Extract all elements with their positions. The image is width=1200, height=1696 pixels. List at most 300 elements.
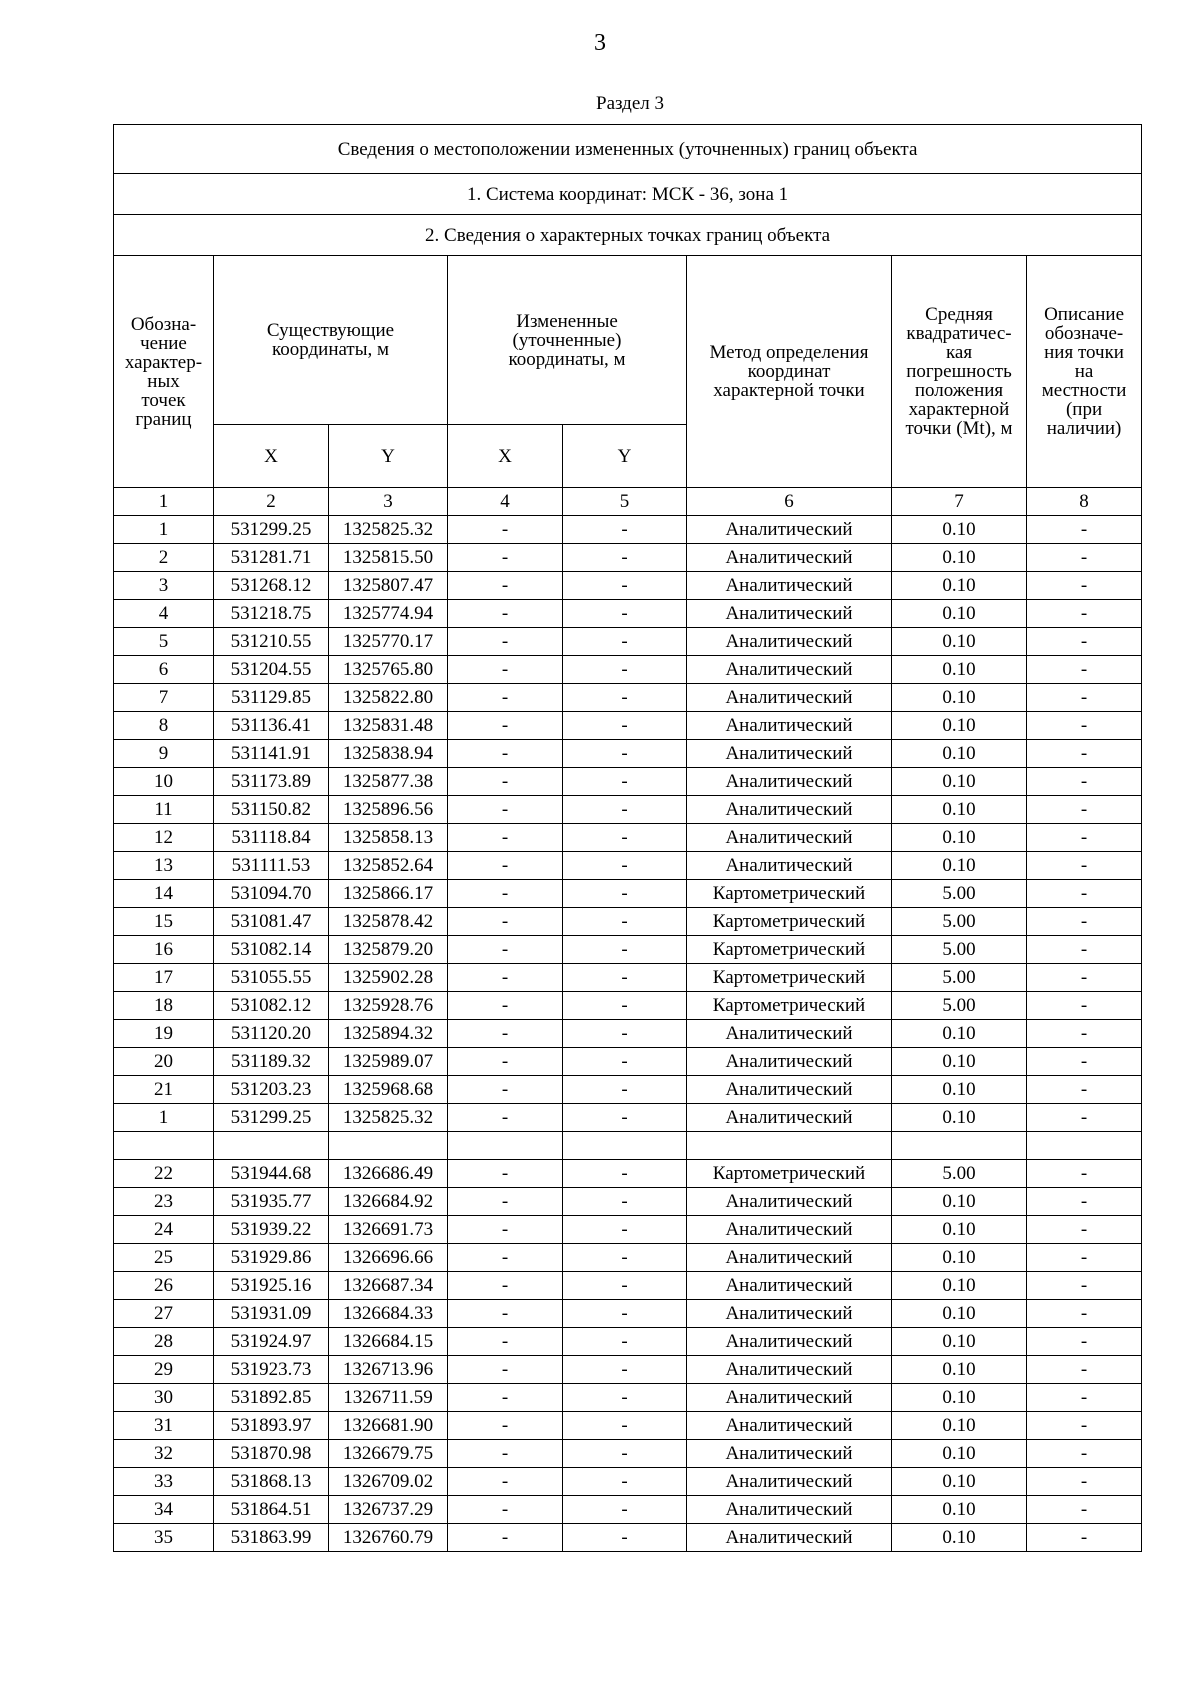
table-row <box>114 1132 1142 1160</box>
cell-changed-x: - <box>448 852 563 880</box>
cell-method: Аналитический <box>687 1496 892 1524</box>
cell-point-description: - <box>1027 824 1142 852</box>
cell-changed-y: - <box>563 1356 687 1384</box>
cell-method: Аналитический <box>687 1048 892 1076</box>
cell-changed-y: - <box>563 824 687 852</box>
cell-changed-y: - <box>563 936 687 964</box>
cell-point-description: - <box>1027 1384 1142 1412</box>
cell-changed-y: - <box>563 740 687 768</box>
cell-method: Аналитический <box>687 1468 892 1496</box>
cell-changed-x: - <box>448 1216 563 1244</box>
cell-method: Аналитический <box>687 1216 892 1244</box>
cell-mean-square-error: 0.10 <box>892 1300 1027 1328</box>
table-body <box>114 516 1142 1552</box>
cell-existing-y: 1326684.15 <box>329 1328 448 1356</box>
cell-changed-y: - <box>563 628 687 656</box>
table-row <box>114 1440 1142 1468</box>
cell-changed-x: - <box>448 1244 563 1272</box>
header-point-description: Описание обозначе- ния точки на местности (при наличии) <box>1027 256 1142 488</box>
cell-mean-square-error: 0.10 <box>892 656 1027 684</box>
cell-method: Аналитический <box>687 1188 892 1216</box>
cell-mean-square-error: 0.10 <box>892 516 1027 544</box>
cell-point-number: 20 <box>114 1048 214 1076</box>
table-row <box>114 1104 1142 1132</box>
cell-existing-y: 1326709.02 <box>329 1468 448 1496</box>
cell-changed-y: - <box>563 1048 687 1076</box>
cell-changed-y: - <box>563 544 687 572</box>
cell-existing-x: 531863.99 <box>214 1524 329 1552</box>
cell-existing-y: 1326696.66 <box>329 1244 448 1272</box>
cell-changed-x: - <box>448 1524 563 1552</box>
table-row <box>114 1244 1142 1272</box>
header-changed-coordinates: Измененные (уточненные) координаты, м <box>448 256 687 425</box>
cell-point-description: - <box>1027 1104 1142 1132</box>
table-row <box>114 1524 1142 1552</box>
cell-existing-x: 531118.84 <box>214 824 329 852</box>
cell-existing-y: 1325774.94 <box>329 600 448 628</box>
cell-method: Аналитический <box>687 628 892 656</box>
cell-point-description: - <box>1027 768 1142 796</box>
cell-method: Аналитический <box>687 824 892 852</box>
cell-changed-x <box>448 1132 563 1160</box>
table-row <box>114 908 1142 936</box>
cell-method: Аналитический <box>687 1384 892 1412</box>
table-row <box>114 544 1142 572</box>
cell-changed-y: - <box>563 1160 687 1188</box>
table-row <box>114 1076 1142 1104</box>
column-number: 2 <box>214 488 329 516</box>
cell-existing-y: 1325866.17 <box>329 880 448 908</box>
cell-point-number: 5 <box>114 628 214 656</box>
table-row <box>114 768 1142 796</box>
cell-point-number: 12 <box>114 824 214 852</box>
cell-mean-square-error: 0.10 <box>892 1188 1027 1216</box>
table-row <box>114 1356 1142 1384</box>
cell-method: Аналитический <box>687 544 892 572</box>
cell-point-description: - <box>1027 852 1142 880</box>
cell-existing-y: 1326679.75 <box>329 1440 448 1468</box>
cell-point-number: 21 <box>114 1076 214 1104</box>
cell-changed-y: - <box>563 1188 687 1216</box>
cell-changed-x: - <box>448 1328 563 1356</box>
cell-point-number: 2 <box>114 544 214 572</box>
table-row <box>114 1384 1142 1412</box>
cell-changed-x: - <box>448 768 563 796</box>
header-existing-y: Y <box>329 425 448 488</box>
cell-existing-x: 531924.97 <box>214 1328 329 1356</box>
cell-changed-x: - <box>448 1104 563 1132</box>
cell-point-number: 35 <box>114 1524 214 1552</box>
cell-changed-x: - <box>448 740 563 768</box>
cell-changed-y: - <box>563 1244 687 1272</box>
table-row <box>114 1412 1142 1440</box>
cell-changed-x: - <box>448 1384 563 1412</box>
table-row <box>114 1496 1142 1524</box>
cell-existing-y: 1325968.68 <box>329 1076 448 1104</box>
table-row <box>114 880 1142 908</box>
cell-changed-x: - <box>448 908 563 936</box>
cell-method: Аналитический <box>687 516 892 544</box>
cell-existing-y <box>329 1132 448 1160</box>
cell-point-number: 24 <box>114 1216 214 1244</box>
cell-point-number: 1 <box>114 516 214 544</box>
cell-existing-y: 1326711.59 <box>329 1384 448 1412</box>
cell-point-description: - <box>1027 992 1142 1020</box>
cell-existing-y: 1326760.79 <box>329 1524 448 1552</box>
cell-method: Аналитический <box>687 600 892 628</box>
cell-existing-y: 1325765.80 <box>329 656 448 684</box>
cell-changed-y: - <box>563 992 687 1020</box>
cell-method: Аналитический <box>687 656 892 684</box>
cell-point-description: - <box>1027 1188 1142 1216</box>
cell-point-number: 25 <box>114 1244 214 1272</box>
cell-method: Аналитический <box>687 1328 892 1356</box>
cell-changed-x: - <box>448 656 563 684</box>
cell-method: Аналитический <box>687 1356 892 1384</box>
cell-changed-y: - <box>563 1216 687 1244</box>
cell-mean-square-error: 0.10 <box>892 1384 1027 1412</box>
cell-point-description: - <box>1027 712 1142 740</box>
cell-point-number: 23 <box>114 1188 214 1216</box>
cell-existing-y: 1325896.56 <box>329 796 448 824</box>
cell-existing-y: 1325822.80 <box>329 684 448 712</box>
cell-point-number: 6 <box>114 656 214 684</box>
cell-existing-y: 1325831.48 <box>329 712 448 740</box>
cell-existing-x: 531189.32 <box>214 1048 329 1076</box>
cell-point-description: - <box>1027 600 1142 628</box>
cell-changed-y: - <box>563 768 687 796</box>
header-existing-x: X <box>214 425 329 488</box>
cell-method: Аналитический <box>687 796 892 824</box>
cell-changed-y: - <box>563 1076 687 1104</box>
cell-existing-x: 531082.14 <box>214 936 329 964</box>
table-row <box>114 656 1142 684</box>
boundary-points-table <box>113 124 1142 1552</box>
cell-changed-x: - <box>448 1356 563 1384</box>
table-row <box>114 572 1142 600</box>
cell-point-description: - <box>1027 1300 1142 1328</box>
cell-changed-y <box>563 1132 687 1160</box>
cell-changed-x: - <box>448 1188 563 1216</box>
table-row <box>114 1216 1142 1244</box>
cell-point-number: 34 <box>114 1496 214 1524</box>
cell-changed-x: - <box>448 992 563 1020</box>
cell-existing-y: 1326713.96 <box>329 1356 448 1384</box>
cell-changed-x: - <box>448 1468 563 1496</box>
cell-point-description: - <box>1027 1076 1142 1104</box>
header-changed-y: Y <box>563 425 687 488</box>
cell-existing-y: 1326686.49 <box>329 1160 448 1188</box>
cell-mean-square-error: 0.10 <box>892 544 1027 572</box>
cell-mean-square-error: 0.10 <box>892 852 1027 880</box>
cell-changed-y: - <box>563 1524 687 1552</box>
cell-mean-square-error: 0.10 <box>892 1524 1027 1552</box>
cell-changed-x: - <box>448 1412 563 1440</box>
cell-changed-x: - <box>448 880 563 908</box>
cell-existing-y: 1325877.38 <box>329 768 448 796</box>
cell-changed-y: - <box>563 712 687 740</box>
cell-mean-square-error: 0.10 <box>892 768 1027 796</box>
cell-existing-y: 1325815.50 <box>329 544 448 572</box>
cell-point-description: - <box>1027 1160 1142 1188</box>
cell-point-description: - <box>1027 1412 1142 1440</box>
cell-mean-square-error: 0.10 <box>892 1076 1027 1104</box>
cell-method: Аналитический <box>687 1020 892 1048</box>
cell-mean-square-error: 0.10 <box>892 796 1027 824</box>
cell-existing-y: 1325852.64 <box>329 852 448 880</box>
cell-point-description: - <box>1027 1216 1142 1244</box>
cell-existing-y: 1325894.32 <box>329 1020 448 1048</box>
cell-point-description: - <box>1027 796 1142 824</box>
cell-existing-y: 1325902.28 <box>329 964 448 992</box>
cell-mean-square-error: 0.10 <box>892 1440 1027 1468</box>
cell-existing-x: 531868.13 <box>214 1468 329 1496</box>
table-row <box>114 628 1142 656</box>
table-row <box>114 936 1142 964</box>
cell-existing-x: 531929.86 <box>214 1244 329 1272</box>
cell-existing-x: 531218.75 <box>214 600 329 628</box>
cell-changed-y: - <box>563 880 687 908</box>
table-row <box>114 1020 1142 1048</box>
cell-existing-x: 531864.51 <box>214 1496 329 1524</box>
header-point-designation: Обозна- чение характер- ных точек границ <box>114 256 214 488</box>
cell-point-number: 1 <box>114 1104 214 1132</box>
cell-changed-x: - <box>448 1496 563 1524</box>
cell-existing-x: 531129.85 <box>214 684 329 712</box>
cell-point-description: - <box>1027 516 1142 544</box>
cell-point-description: - <box>1027 1328 1142 1356</box>
cell-point-number: 29 <box>114 1356 214 1384</box>
cell-existing-y: 1325989.07 <box>329 1048 448 1076</box>
column-number: 7 <box>892 488 1027 516</box>
cell-method: Аналитический <box>687 1300 892 1328</box>
cell-method: Аналитический <box>687 712 892 740</box>
table-row <box>114 964 1142 992</box>
cell-existing-x: 531935.77 <box>214 1188 329 1216</box>
cell-point-number: 10 <box>114 768 214 796</box>
table-row <box>114 1468 1142 1496</box>
cell-existing-y: 1326684.92 <box>329 1188 448 1216</box>
cell-point-number: 8 <box>114 712 214 740</box>
cell-point-description: - <box>1027 740 1142 768</box>
table-row <box>114 796 1142 824</box>
table-row <box>114 992 1142 1020</box>
cell-existing-x <box>214 1132 329 1160</box>
column-number: 6 <box>687 488 892 516</box>
cell-changed-y: - <box>563 1272 687 1300</box>
cell-method: Картометрический <box>687 992 892 1020</box>
cell-changed-x: - <box>448 684 563 712</box>
cell-method: Картометрический <box>687 908 892 936</box>
cell-method: Аналитический <box>687 572 892 600</box>
cell-method: Картометрический <box>687 1160 892 1188</box>
cell-mean-square-error: 5.00 <box>892 936 1027 964</box>
cell-point-description: - <box>1027 1048 1142 1076</box>
cell-point-number <box>114 1132 214 1160</box>
cell-point-number: 30 <box>114 1384 214 1412</box>
cell-existing-x: 531082.12 <box>214 992 329 1020</box>
cell-mean-square-error: 0.10 <box>892 628 1027 656</box>
cell-point-number: 4 <box>114 600 214 628</box>
cell-existing-x: 531210.55 <box>214 628 329 656</box>
cell-method <box>687 1132 892 1160</box>
cell-mean-square-error: 0.10 <box>892 824 1027 852</box>
cell-mean-square-error: 5.00 <box>892 1160 1027 1188</box>
cell-existing-y: 1325928.76 <box>329 992 448 1020</box>
cell-changed-x: - <box>448 796 563 824</box>
cell-existing-x: 531120.20 <box>214 1020 329 1048</box>
section-title: Раздел 3 <box>596 93 664 114</box>
cell-changed-y: - <box>563 796 687 824</box>
cell-changed-y: - <box>563 1440 687 1468</box>
table-row <box>114 600 1142 628</box>
cell-existing-x: 531299.25 <box>214 1104 329 1132</box>
cell-existing-y: 1325878.42 <box>329 908 448 936</box>
cell-method: Аналитический <box>687 1412 892 1440</box>
cell-method: Аналитический <box>687 1076 892 1104</box>
cell-existing-y: 1326681.90 <box>329 1412 448 1440</box>
cell-changed-x: - <box>448 516 563 544</box>
cell-changed-x: - <box>448 1020 563 1048</box>
cell-point-number: 17 <box>114 964 214 992</box>
cell-changed-y: - <box>563 908 687 936</box>
cell-point-description: - <box>1027 1244 1142 1272</box>
cell-changed-y: - <box>563 1104 687 1132</box>
cell-existing-y: 1326691.73 <box>329 1216 448 1244</box>
cell-changed-x: - <box>448 600 563 628</box>
cell-point-number: 27 <box>114 1300 214 1328</box>
cell-point-number: 7 <box>114 684 214 712</box>
cell-existing-x: 531136.41 <box>214 712 329 740</box>
table-row <box>114 516 1142 544</box>
cell-existing-y: 1326737.29 <box>329 1496 448 1524</box>
cell-changed-y: - <box>563 1328 687 1356</box>
column-number: 4 <box>448 488 563 516</box>
table-row <box>114 684 1142 712</box>
cell-method: Аналитический <box>687 1272 892 1300</box>
cell-changed-y: - <box>563 600 687 628</box>
cell-changed-x: - <box>448 544 563 572</box>
column-number: 1 <box>114 488 214 516</box>
cell-point-number: 3 <box>114 572 214 600</box>
table-row <box>114 712 1142 740</box>
cell-method: Аналитический <box>687 1244 892 1272</box>
cell-mean-square-error: 0.10 <box>892 1328 1027 1356</box>
cell-mean-square-error: 0.10 <box>892 1496 1027 1524</box>
cell-mean-square-error: 0.10 <box>892 1104 1027 1132</box>
cell-changed-y: - <box>563 656 687 684</box>
cell-point-number: 33 <box>114 1468 214 1496</box>
cell-existing-x: 531173.89 <box>214 768 329 796</box>
cell-point-number: 31 <box>114 1412 214 1440</box>
cell-method: Аналитический <box>687 684 892 712</box>
header-method: Метод определения координат характерной точки <box>687 256 892 488</box>
cell-point-description <box>1027 1132 1142 1160</box>
cell-changed-y: - <box>563 964 687 992</box>
cell-existing-x: 531925.16 <box>214 1272 329 1300</box>
column-number: 3 <box>329 488 448 516</box>
cell-changed-y: - <box>563 516 687 544</box>
table-row <box>114 740 1142 768</box>
table-row <box>114 1328 1142 1356</box>
cell-method: Аналитический <box>687 1524 892 1552</box>
header-changed-x: X <box>448 425 563 488</box>
cell-existing-y: 1325807.47 <box>329 572 448 600</box>
cell-point-description: - <box>1027 1272 1142 1300</box>
table-row <box>114 1160 1142 1188</box>
cell-existing-x: 531939.22 <box>214 1216 329 1244</box>
cell-point-number: 28 <box>114 1328 214 1356</box>
cell-point-description: - <box>1027 628 1142 656</box>
cell-changed-y: - <box>563 1300 687 1328</box>
table-row <box>114 1300 1142 1328</box>
cell-existing-x: 531055.55 <box>214 964 329 992</box>
cell-existing-y: 1326687.34 <box>329 1272 448 1300</box>
cell-mean-square-error: 5.00 <box>892 880 1027 908</box>
cell-existing-y: 1326684.33 <box>329 1300 448 1328</box>
points-heading: 2. Сведения о характерных точках границ объекта <box>114 215 1142 256</box>
cell-changed-x: - <box>448 1440 563 1468</box>
cell-existing-x: 531299.25 <box>214 516 329 544</box>
cell-point-number: 11 <box>114 796 214 824</box>
cell-method: Картометрический <box>687 964 892 992</box>
cell-changed-x: - <box>448 1048 563 1076</box>
cell-point-number: 15 <box>114 908 214 936</box>
cell-existing-x: 531081.47 <box>214 908 329 936</box>
table-title: Сведения о местоположении измененных (уточненных) границ объекта <box>114 125 1142 174</box>
cell-changed-x: - <box>448 572 563 600</box>
cell-existing-x: 531094.70 <box>214 880 329 908</box>
cell-changed-y: - <box>563 1384 687 1412</box>
cell-point-description: - <box>1027 544 1142 572</box>
cell-existing-y: 1325838.94 <box>329 740 448 768</box>
header-existing-coordinates: Существующие координаты, м <box>214 256 448 425</box>
cell-mean-square-error: 0.10 <box>892 600 1027 628</box>
cell-existing-x: 531204.55 <box>214 656 329 684</box>
cell-existing-x: 531931.09 <box>214 1300 329 1328</box>
cell-changed-x: - <box>448 824 563 852</box>
cell-existing-y: 1325770.17 <box>329 628 448 656</box>
cell-method: Аналитический <box>687 852 892 880</box>
cell-existing-x: 531944.68 <box>214 1160 329 1188</box>
cell-point-number: 14 <box>114 880 214 908</box>
cell-changed-x: - <box>448 1272 563 1300</box>
cell-method: Аналитический <box>687 1104 892 1132</box>
cell-mean-square-error: 0.10 <box>892 1244 1027 1272</box>
cell-changed-y: - <box>563 684 687 712</box>
cell-mean-square-error: 0.10 <box>892 572 1027 600</box>
cell-existing-x: 531870.98 <box>214 1440 329 1468</box>
cell-existing-y: 1325825.32 <box>329 1104 448 1132</box>
cell-mean-square-error: 0.10 <box>892 1272 1027 1300</box>
cell-existing-x: 531150.82 <box>214 796 329 824</box>
cell-point-description: - <box>1027 1524 1142 1552</box>
cell-point-description: - <box>1027 1356 1142 1384</box>
cell-mean-square-error: 0.10 <box>892 1412 1027 1440</box>
cell-existing-x: 531111.53 <box>214 852 329 880</box>
cell-changed-x: - <box>448 628 563 656</box>
cell-point-description: - <box>1027 908 1142 936</box>
cell-existing-x: 531141.91 <box>214 740 329 768</box>
cell-mean-square-error: 0.10 <box>892 1468 1027 1496</box>
cell-mean-square-error: 0.10 <box>892 712 1027 740</box>
cell-point-description: - <box>1027 936 1142 964</box>
cell-existing-y: 1325879.20 <box>329 936 448 964</box>
cell-changed-x: - <box>448 964 563 992</box>
table-row <box>114 1272 1142 1300</box>
cell-method: Аналитический <box>687 768 892 796</box>
cell-mean-square-error: 0.10 <box>892 1048 1027 1076</box>
